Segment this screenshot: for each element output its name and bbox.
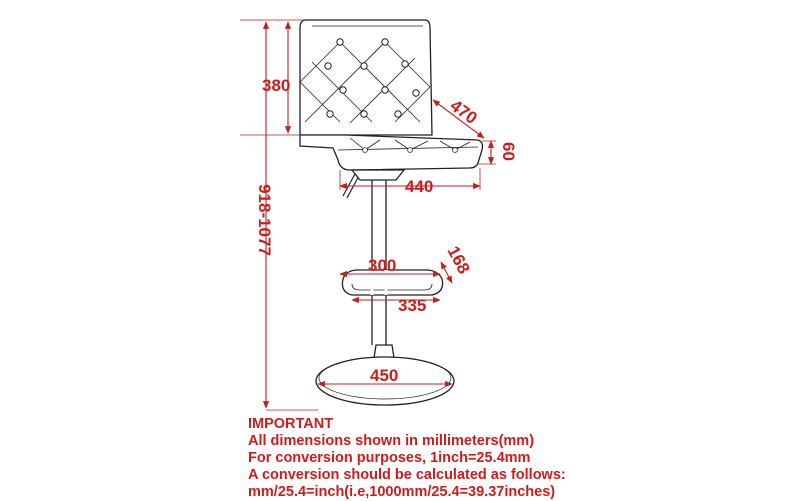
base-diameter-label: 450	[370, 366, 399, 385]
column-collar	[374, 345, 394, 358]
footrest-outer-label: 335	[398, 296, 427, 315]
conversion-note	[248, 416, 566, 501]
overall-height-label: 918-1077	[255, 184, 274, 256]
seat-width-label: 440	[405, 177, 434, 196]
note-line-4: mm/25.4=inch(i.e,1000mm/25.4=39.37inches)	[248, 484, 556, 500]
note-heading: IMPORTANT	[248, 416, 334, 432]
seat-thickness-label: 60	[499, 142, 518, 161]
footrest-depth-label: 168	[443, 242, 474, 277]
note-line-1: All dimensions shown in millimeters(mm)	[248, 433, 535, 449]
seat-depth-label: 470	[446, 95, 481, 128]
backrest-height-label: 380	[262, 76, 291, 95]
stool-outline	[300, 20, 483, 405]
tufting-buttons	[325, 39, 419, 117]
seat-base-plate	[352, 170, 404, 180]
note-line-3: A conversion should be calculated as follows:	[248, 467, 566, 483]
footrest-width-label: 300	[368, 256, 397, 275]
backrest-outline	[300, 20, 432, 135]
note-line-2: For conversion purposes, 1inch=25.4mm	[248, 450, 531, 466]
